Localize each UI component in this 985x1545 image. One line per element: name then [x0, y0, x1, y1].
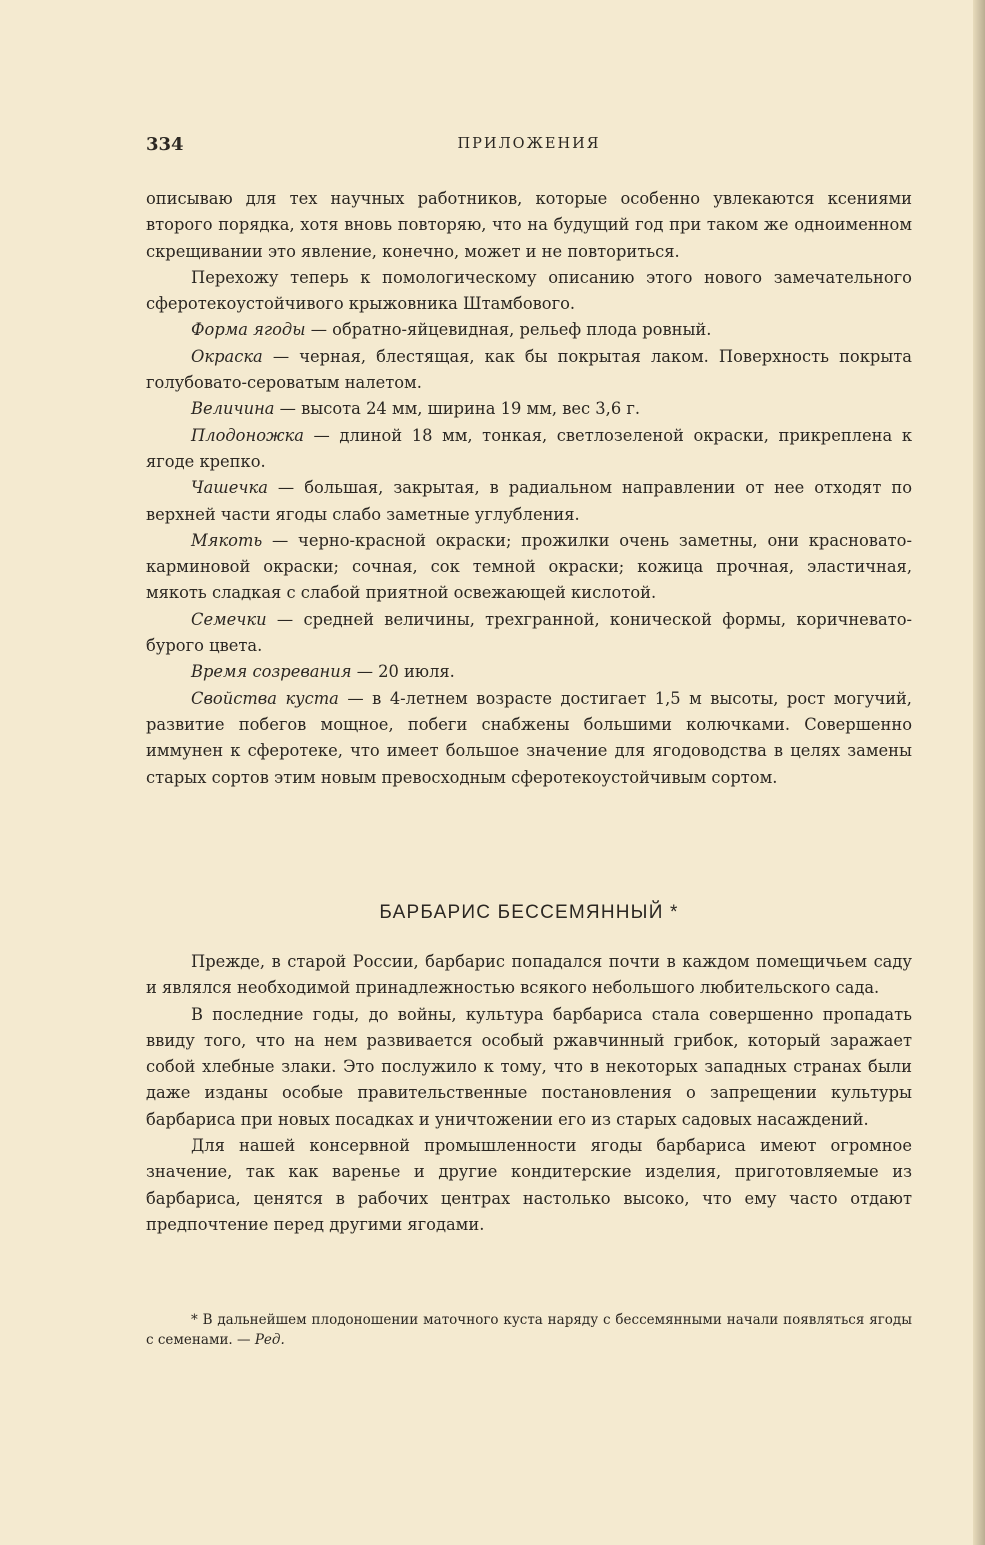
page-edge	[973, 0, 985, 1545]
description-item	[146, 475, 912, 528]
paragraph: описываю для тех научных работников, которые особенно увлекаются ксениями второго порядка, хотя вновь повторяю, что на будущий год при таком же одноименном скрещивании это явление, конечно, может и не повториться.	[146, 189, 912, 261]
description-item	[146, 528, 912, 607]
description-item	[146, 317, 912, 343]
section-title: БАРБАРИС БЕССЕМЯННЫЙ *	[379, 902, 679, 923]
footnote-editor: Ред.	[254, 1331, 285, 1348]
description-text: — большая, закрытая, в радиальном направлении от нее отходят по верхней части ягоды слабо заметные углубления.	[146, 478, 912, 524]
description-item	[146, 686, 912, 791]
main-text	[146, 186, 912, 791]
description-term: Плодоножка	[191, 425, 304, 445]
description-term: Мякоть	[191, 530, 263, 550]
description-text: — высота 24 мм, ширина 19 мм, вес 3,6 г.	[274, 399, 641, 419]
description-text: — длиной 18 мм, тонкая, светлозеленой окраски, прикреплена к ягоде крепко.	[146, 425, 912, 471]
description-term: Свойства куста	[191, 688, 339, 708]
description-item	[146, 396, 912, 422]
description-item	[146, 659, 912, 685]
description-text: — 20 июля.	[351, 662, 455, 682]
description-text: — обратно-яйцевидная, рельеф плода ровный.	[305, 320, 712, 340]
footnote-text: * В дальнейшем плодоношении маточного куста наряду с бессемянными начали появляться ягоды с семенами. —	[146, 1312, 912, 1348]
description-term: Время созревания	[191, 662, 352, 682]
footnote	[146, 1311, 912, 1350]
section-text	[146, 949, 912, 1238]
description-text: — средней величины, трехгранной, конической формы, коричневато-бурого цвета.	[146, 609, 912, 656]
paragraph: Для нашей консервной промышленности ягоды барбариса имеют огромное значение, так как варенье и другие кондитерские изделия, приготовляемые из барбариса, ценятся в рабочих центрах настолько высоко, что ему часто отдают предпочтение перед другими ягодами.	[146, 1136, 912, 1234]
description-item	[146, 344, 912, 397]
description-item	[146, 607, 912, 660]
description-term: Форма ягоды	[191, 320, 306, 340]
description-term: Величина	[191, 399, 275, 419]
page-header	[146, 134, 912, 158]
description-term: Семечки	[191, 609, 267, 629]
description-term: Окраска	[191, 346, 263, 366]
page-number: 334	[146, 134, 184, 155]
description-text: — черная, блестящая, как бы покрытая лаком. Поверхность покрыта голубовато-сероватым налетом.	[146, 346, 912, 393]
paragraph: В последние годы, до войны, культура барбариса стала совершенно пропадать ввиду того, что на нем развивается особый ржавчинный грибок, который заражает собой хлебные злаки. Это послужило к тому, что в некоторых западных странах были даже изданы особые правительственные постановления о запрещении культуры барбариса при новых посадках и уничтожении его из старых садовых насаждений.	[146, 1004, 912, 1129]
paragraph: Перехожу теперь к помологическому описанию этого нового замечательного сферотекоустойчивого крыжовника Штамбового.	[146, 267, 912, 314]
running-head: ПРИЛОЖЕНИЯ	[457, 136, 601, 152]
description-item	[146, 423, 912, 476]
description-text: — в 4-летнем возрасте достигает 1,5 м высоты, рост могучий, развитие побегов мощное, побеги снабжены большими колючками. Совершенно иммунен к сферотеке, что имеет большое значение для ягодоводства в целях замены старых сортов этим новым превосходным сферотекоустойчивым сортом.	[146, 688, 912, 787]
description-term: Чашечка	[191, 478, 268, 498]
paragraph: Прежде, в старой России, барбарис попадался почти в каждом помещичьем саду и являлся необходимой принадлежностью всякого небольшого любительского сада.	[146, 952, 912, 998]
description-text: — черно-красной окраски; прожилки очень заметны, они красновато-карминовой окраски; сочная, сок темной окраски; кожица прочная, эластичная, мякоть сладкая с слабой приятной освежающей кислотой.	[146, 530, 912, 603]
